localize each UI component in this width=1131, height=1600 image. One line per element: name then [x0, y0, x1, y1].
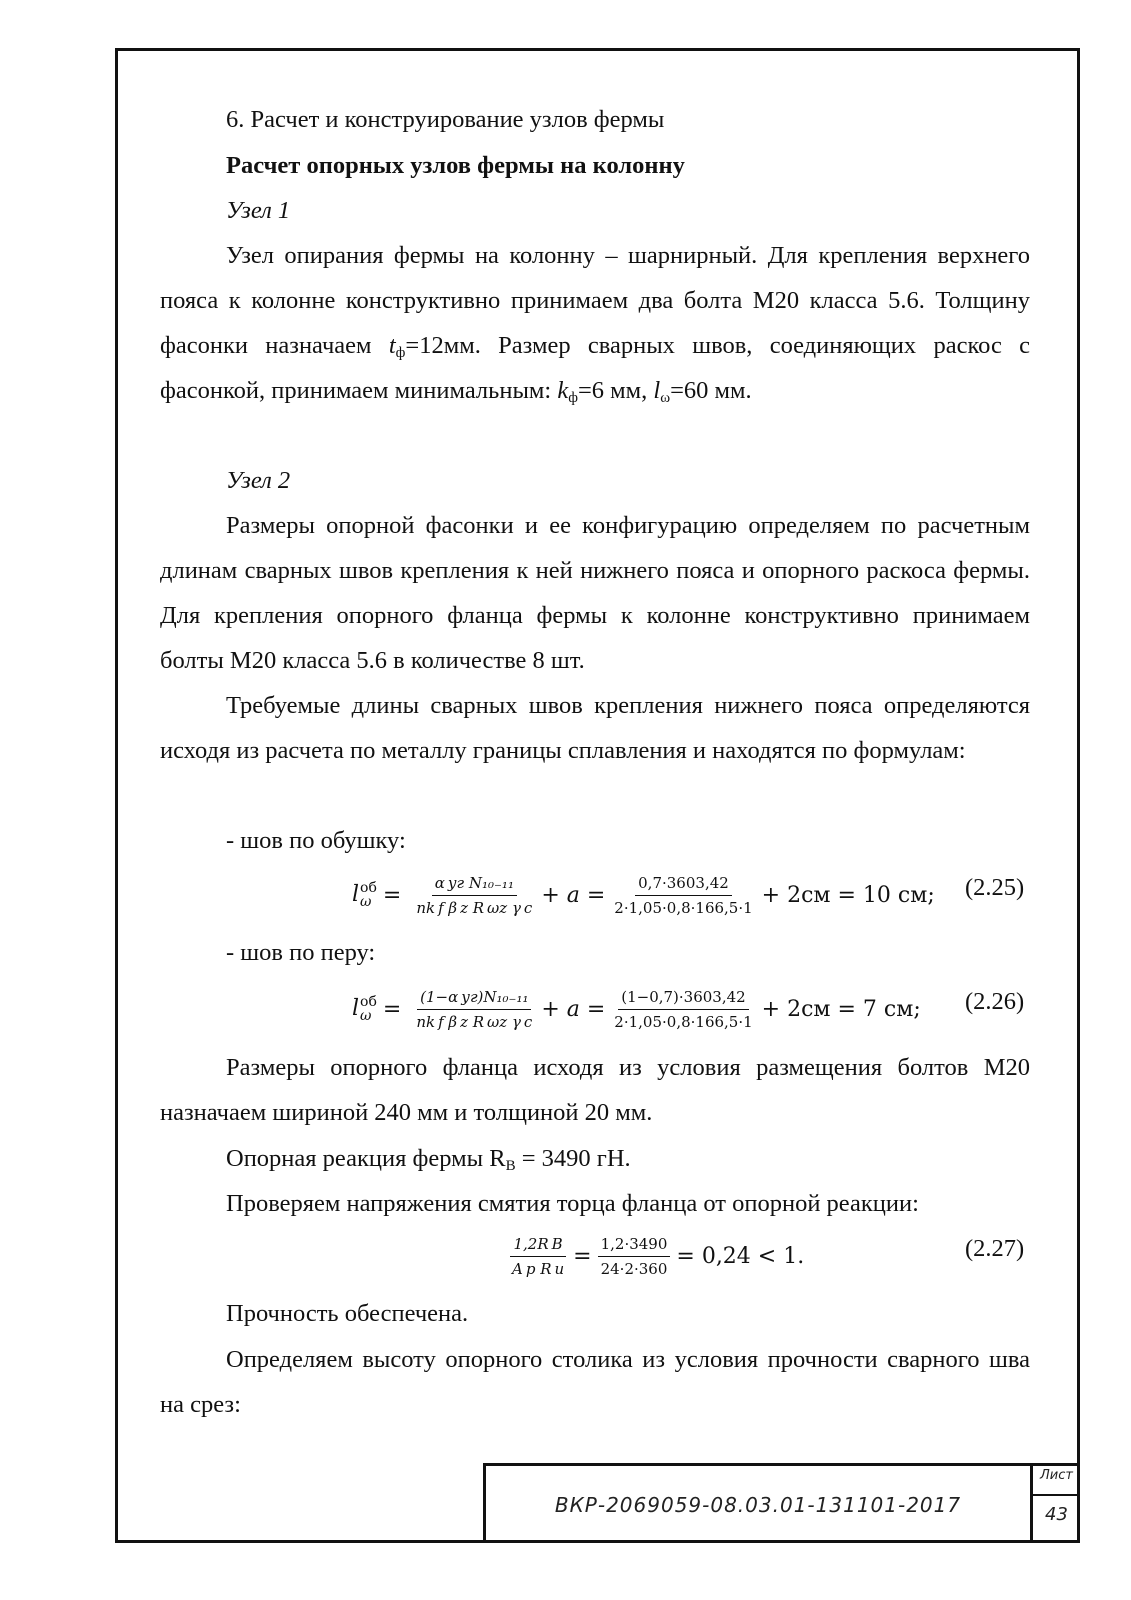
k-value: =6 мм,: [577, 377, 648, 404]
f227-frac2: $\frac{1,2\cdot 3490}{24\cdot 2\cdot 360}$: [598, 1234, 671, 1279]
subtitle: Расчет опорных узлов фермы на колонну: [226, 152, 685, 179]
seam1-label: - шов по обушку:: [226, 827, 406, 854]
f226-plus-a: + a =: [541, 996, 606, 1022]
node1-paragraph: [160, 233, 1030, 413]
check-line: Проверяем напряжения смятия торца фланца от опорной реакции:: [226, 1190, 919, 1217]
formula-number-2-26: (2.26): [965, 988, 1025, 1015]
node1-heading: Узел 1: [226, 197, 291, 224]
reaction-text-b: = 3490 гН.: [515, 1145, 631, 1172]
f227-frac1: $\frac{\text{1,2R B}}{\text{A p R u}}$: [512, 1234, 565, 1278]
formula-number-2-25: (2.25): [965, 874, 1025, 901]
node2-paragraph-1: Размеры опорной фасонки и ее конфигурацию определяем по расчетным длинам сварных швов крепления к ней нижнего пояса и опорного раскоса фермы. Для крепления опорного фланца фермы к колонне конструктивно принимаем болты М20 класса 5.6 в количестве 8 шт.: [160, 512, 1030, 674]
f226-rest: + 2см = 7 см;: [761, 996, 921, 1022]
formula-2-27: [503, 1228, 804, 1284]
node1-text-a: Узел опирания фермы на колонну – шарнирный. Для крепления верхнего пояса к колонне конструктивно принимаем два болта М20 класса 5.6. Толщину фасонки назначаем: [160, 242, 1030, 359]
node2-heading: Узел 2: [226, 467, 291, 494]
l-value: =60 мм.: [670, 377, 752, 404]
node1-text-b: =12мм. Размер сварных швов, соединяющих раскос с фасонкой, принимаем минимальным:: [160, 332, 1030, 404]
sheet-number: 43: [1045, 1504, 1068, 1525]
sheet-label: Лист: [1040, 1468, 1073, 1483]
section-title: 6. Расчет и конструирование узлов фермы: [226, 106, 665, 133]
seam2-label: - шов по перу:: [226, 939, 376, 966]
reaction-line: [226, 1136, 1096, 1181]
f226-frac1: $\frac{\text{(1−α уг)N₁₀₋₁₁}}{\text{nk f β z R ωz γ c}}$: [416, 987, 533, 1031]
f225-frac2: $\frac{0,7\cdot 3603,42}{2\cdot 1,05\cdot 0,8\cdot 166,5\cdot 1}$: [614, 873, 753, 917]
node2-paragraph-2: Требуемые длины сварных швов крепления нижнего пояса определяются исходя из расчета по металлу границы сплавления и находятся по формулам:: [160, 692, 1030, 764]
f225-frac1: $\frac{\text{α уг N₁₀₋₁₁}}{\text{nk f β z R ωz γ c}}$: [416, 873, 533, 917]
l-symbol: l: [653, 377, 661, 404]
l-subscript: ω: [660, 390, 671, 406]
document-code: ВКР-2069059-08.03.01-131101-2017: [554, 1492, 962, 1517]
title-block-stamp: [483, 1463, 1080, 1543]
stamp-divider-horizontal: [1030, 1494, 1080, 1496]
f225-lhs: l об ω: [352, 880, 377, 910]
reaction-subscript: B: [505, 1158, 516, 1174]
formula-2-26: l об ω = $\frac{\text{(1−α уг)N₁₀₋₁₁}}{\text{nk f β z R ωz γ c}}$ + a = $\frac{(1-0,7)\cdot 3603,42}{2\cdot 1,05\cdot 0,8\cdot 166,5\cdot 1}$ + 2см = 7 см;: [352, 987, 921, 1031]
f225-plus-a: + a =: [541, 882, 606, 908]
f227-eq: =: [573, 1243, 592, 1269]
k-symbol: k: [557, 377, 569, 404]
reaction-text-a: Опорная реакция фермы R: [226, 1145, 506, 1172]
formula-2-25: l об ω = $\frac{\text{α уг N₁₀₋₁₁}}{\text{nk f β z R ωz γ c}}$ + a = $\frac{0,7\cdot 3603,42}{2\cdot 1,05\cdot 0,8\cdot 166,5\cdot 1}$ + 2см = 10 см;: [352, 873, 935, 917]
height-paragraph: Определяем высоту опорного столика из условия прочности сварного шва на срез:: [160, 1346, 1030, 1418]
f226-lhs: l об ω: [352, 994, 377, 1024]
f226-frac2: $\frac{(1-0,7)\cdot 3603,42}{2\cdot 1,05\cdot 0,8\cdot 166,5\cdot 1}$: [614, 987, 753, 1031]
t-symbol: t: [388, 332, 396, 359]
f225-rest: + 2см = 10 см;: [761, 882, 935, 908]
formula-number-2-27: (2.27): [965, 1235, 1025, 1262]
f227-rest: = 0,24 < 1.: [676, 1243, 805, 1269]
t-subscript: ф: [395, 345, 406, 361]
k-subscript: ф: [568, 390, 578, 406]
strength-line: Прочность обеспечена.: [226, 1300, 469, 1327]
flange-paragraph: Размеры опорного фланца исходя из условия размещения болтов М20 назначаем шириной 240 мм и толщиной 20 мм.: [160, 1054, 1030, 1126]
